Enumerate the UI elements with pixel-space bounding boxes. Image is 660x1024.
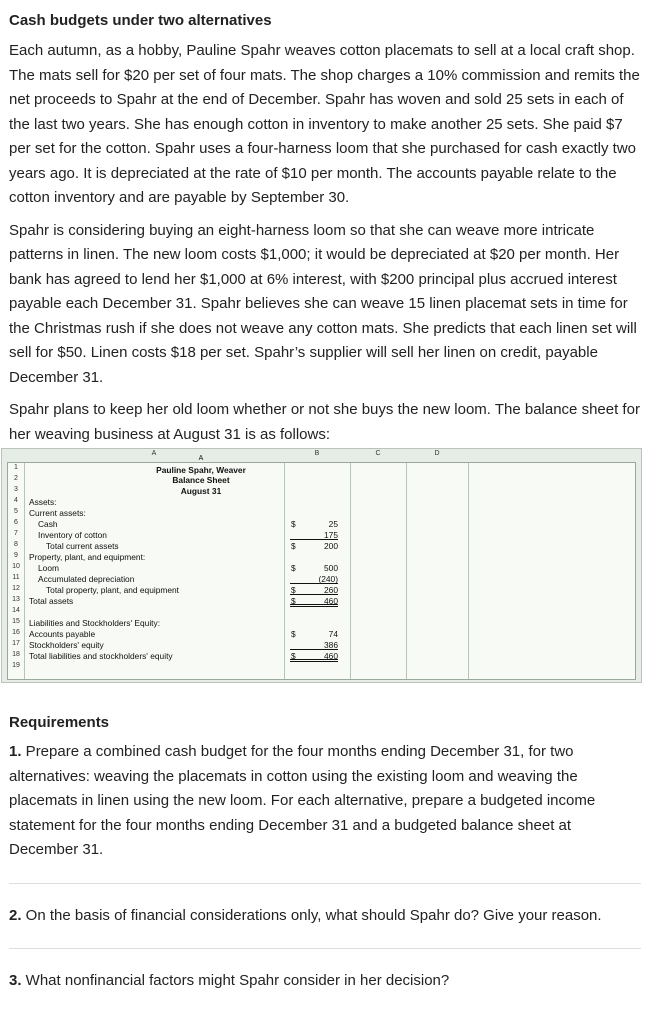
row-number: 4 — [14, 497, 18, 504]
value-cell: 175 — [290, 530, 338, 540]
divider — [9, 948, 641, 949]
row-label: Total liabilities and stockholders' equity — [29, 651, 173, 661]
dollar-sign: $ — [291, 519, 296, 529]
requirement-2 — [9, 904, 641, 929]
dollar-sign: $ — [291, 563, 296, 573]
row-label: Assets: — [29, 497, 57, 507]
dollar-sign: $ — [291, 541, 296, 551]
value-cell: 460 — [290, 596, 338, 607]
row-number: 6 — [14, 519, 18, 526]
row-label: Total current assets — [46, 541, 119, 551]
problem-text — [9, 0, 641, 447]
row-number: 19 — [12, 662, 20, 669]
row-number: 12 — [12, 585, 20, 592]
row-number: 1 — [14, 464, 18, 471]
column-header-d: D — [434, 450, 440, 457]
paragraph-2: Spahr is considering buying an eight-harness loom so that she can weave more intricate patterns in linen. The new loom costs $1,000; it would be depreciated at $20 per month. Her bank has agreed to lend her $1,000 at 6% interest, with $200 principal plus accrued interest payable each December 31. Spahr believes she can weave 15 linen placemat sets in time for the Christmas rush if she does not weave any cotton mats. She predicts that each linen set will sell for $50. Linen costs $18 per set. Spahr’s supplier will sell her linen on credit, payable December 31. — [9, 221, 637, 386]
requirement-text: On the basis of financial considerations only, what should Spahr do? Give your reason. — [21, 906, 602, 924]
row-number: 2 — [14, 475, 18, 482]
value-cell: 74 — [328, 629, 338, 639]
requirement-number: 3. — [9, 972, 22, 989]
row-number: 7 — [14, 530, 18, 537]
requirement-number: 2. — [9, 906, 22, 924]
row-label: Loom — [38, 563, 59, 573]
paragraph-3: Spahr plans to keep her old loom whether or not she buys the new loom. The balance sheet for her weaving business at August 31 is as follows: — [9, 401, 640, 443]
requirement-3 — [9, 969, 641, 994]
value-cell: 25 — [328, 519, 338, 529]
row-number: 16 — [12, 629, 20, 636]
row-number: 15 — [12, 618, 20, 625]
divider — [9, 883, 641, 884]
value-cell: 500 — [324, 563, 338, 573]
row-number: 11 — [12, 574, 20, 581]
row-label: Inventory of cotton — [38, 530, 107, 540]
spreadsheet-grid — [7, 455, 636, 680]
problem-title: Cash budgets under two alternatives — [9, 12, 272, 29]
row-label: Total property, plant, and equipment — [46, 585, 179, 595]
row-number: 5 — [14, 508, 18, 515]
row-number: 13 — [12, 596, 20, 603]
row-label: Total assets — [29, 596, 74, 606]
value-cell: 200 — [324, 541, 338, 551]
row-label: Cash — [38, 519, 58, 529]
row-label: Stockholders' equity — [29, 640, 104, 650]
requirements-title: Requirements — [9, 714, 110, 731]
row-label: Accumulated depreciation — [38, 574, 135, 584]
column-a-label: A — [198, 455, 204, 462]
statement-date: August 31 — [180, 486, 222, 496]
dollar-sign: $ — [291, 651, 296, 661]
value-cell: 260 — [290, 585, 338, 595]
column-header-c: C — [375, 450, 381, 457]
row-label: Property, plant, and equipment: — [29, 552, 146, 562]
row-number: 8 — [14, 541, 18, 548]
row-label: Liabilities and Stockholders' Equity: — [29, 618, 161, 628]
balance-sheet-spreadsheet — [1, 448, 642, 683]
requirements-section — [9, 712, 641, 994]
row-label: Current assets: — [29, 508, 86, 518]
value-cell: 386 — [290, 640, 338, 650]
column-header-b: B — [314, 450, 320, 457]
row-number: 18 — [12, 651, 20, 658]
requirement-1 — [9, 740, 641, 863]
dollar-sign: $ — [291, 629, 296, 639]
row-number: 10 — [12, 563, 20, 570]
column-header-a: A — [151, 450, 157, 457]
dollar-sign: $ — [291, 585, 296, 595]
company-name: Pauline Spahr, Weaver — [156, 465, 246, 475]
row-number: 9 — [14, 552, 18, 559]
statement-name: Balance Sheet — [172, 475, 230, 485]
row-label: Accounts payable — [29, 629, 96, 639]
row-number: 14 — [12, 607, 20, 614]
row-number: 17 — [12, 640, 20, 647]
requirement-text: Prepare a combined cash budget for the four months ending December 31, for two alternatives: weaving the placemats in cotton using the existing loom and weaving the placemats in linen using the new loom. For each alternative, prepare a budgeted income statement for the four months ending December 31 and a budgeted balance sheet at December 31. — [9, 743, 596, 858]
requirement-text: What nonfinancial factors might Spahr consider in her decision? — [21, 972, 450, 989]
requirement-number: 1. — [9, 743, 22, 760]
value-cell: 460 — [290, 651, 338, 662]
dollar-sign: $ — [291, 596, 296, 606]
row-number: 3 — [14, 486, 18, 493]
value-cell: (240) — [290, 574, 338, 584]
paragraph-1: Each autumn, as a hobby, Pauline Spahr weaves cotton placemats to sell at a local craft shop. The mats sell for $20 per set of four mats. The shop charges a 10% commission and remits the net proceeds to Spahr at the end of December. Spahr has woven and sold 25 sets in each of the last two years. She has enough cotton in inventory to make another 25 sets. She paid $7 per set for the cotton. Spahr uses a four-harness loom that she purchased for cash exactly two years ago. It is depreciated at the rate of $10 per month. The accounts payable relate to the cotton inventory and are payable by September 30. — [9, 42, 640, 206]
